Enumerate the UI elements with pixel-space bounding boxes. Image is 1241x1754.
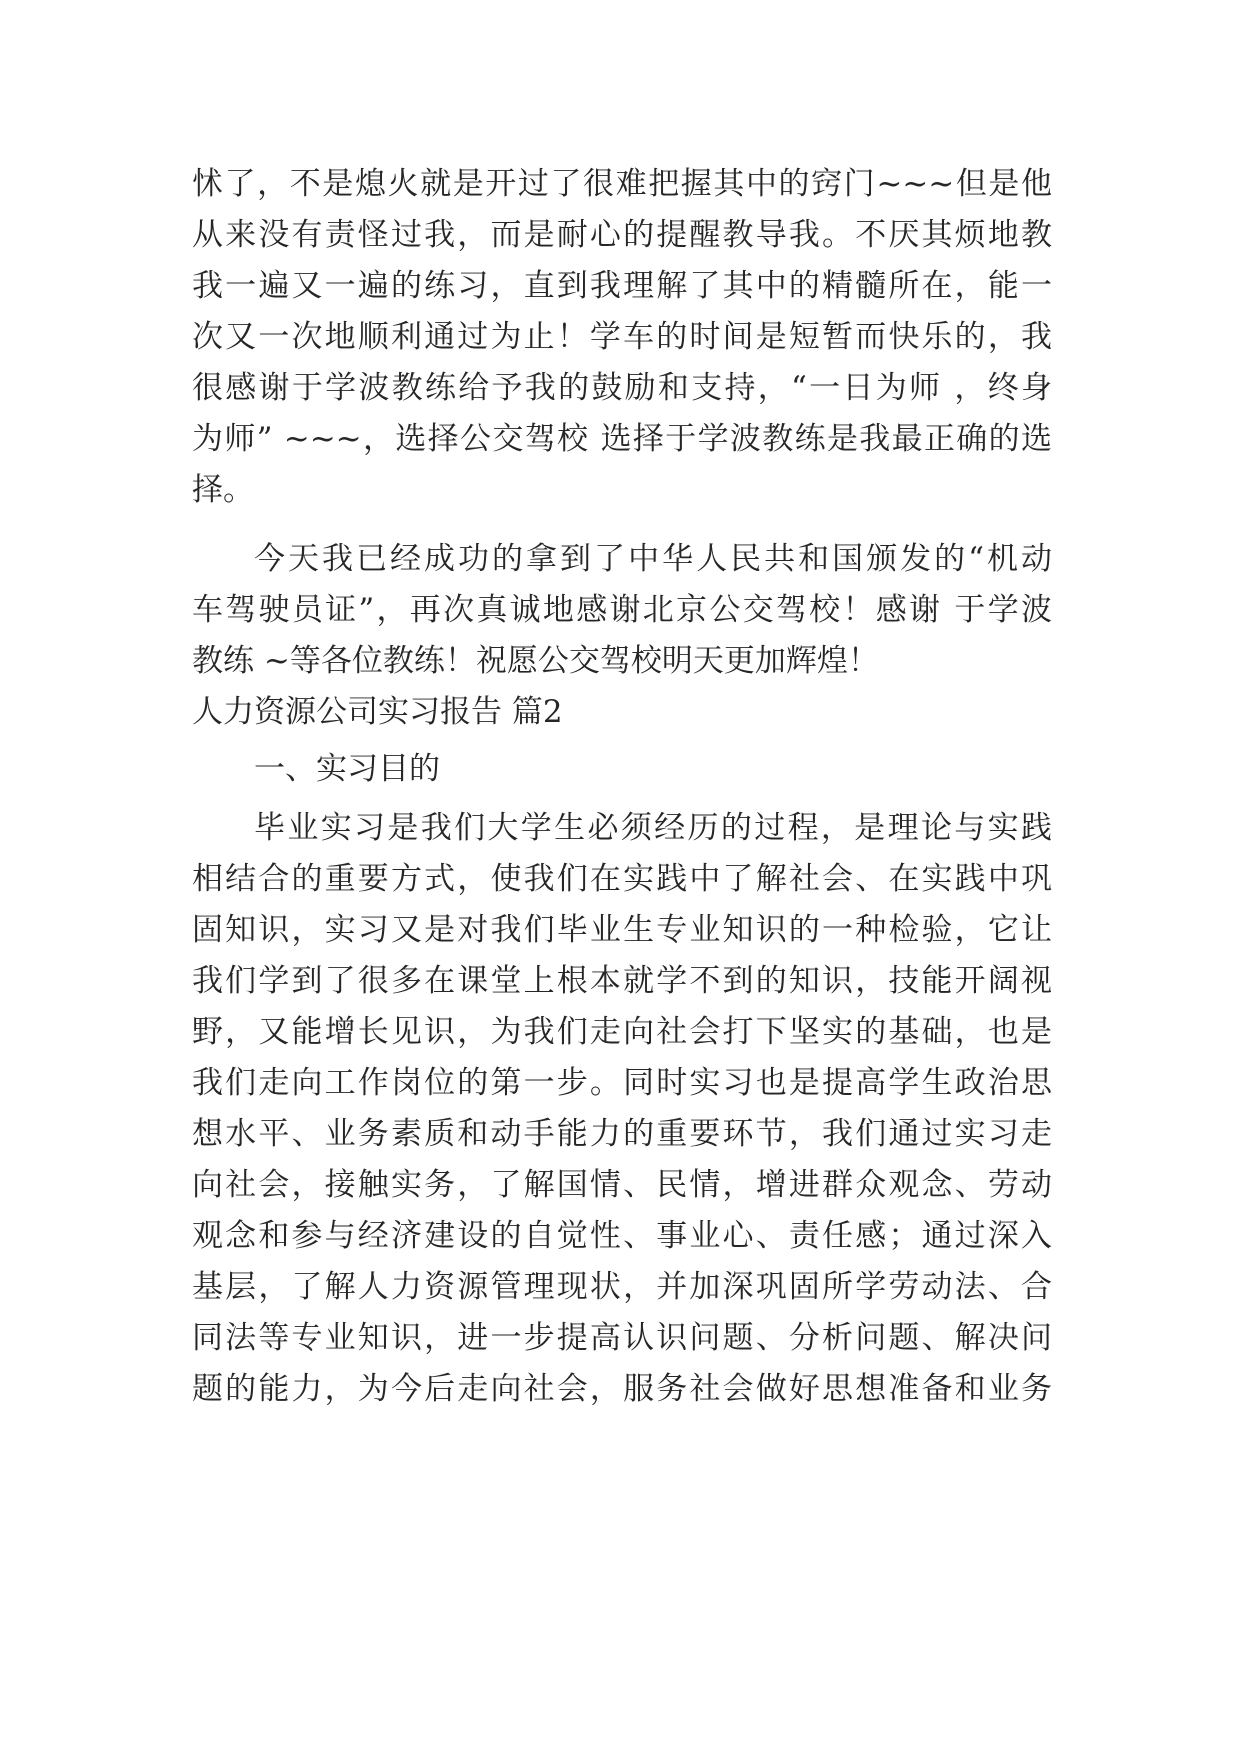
paragraph-3 — [192, 803, 1052, 1415]
paragraph-line: 车驾驶员证”，再次真诚地感谢北京公交驾校！感谢 于学波 — [192, 592, 1052, 628]
paragraph-2 — [192, 534, 1052, 687]
paragraph-line: 我们学到了很多在课堂上根本就学不到的知识，技能开阔视 — [192, 963, 1052, 999]
paragraph-line: 教练 ~等各位教练！祝愿公交驾校明天更加辉煌！ — [192, 643, 879, 679]
document-body — [192, 159, 1052, 1415]
paragraph-line: 怵了，不是熄火就是开过了很难把握其中的窍门~~~但是他 — [192, 166, 1052, 202]
paragraph-line: 毕业实习是我们大学生必须经历的过程，是理论与实践 — [254, 810, 1052, 846]
paragraph-line: 想水平、业务素质和动手能力的重要环节，我们通过实习走 — [192, 1116, 1052, 1152]
paragraph-line: 同法等专业知识，进一步提高认识问题、分析问题、解决问 — [192, 1320, 1052, 1356]
paragraph-line: 为师” ~~~，选择公交驾校 选择于学波教练是我最正确的选 — [192, 421, 1052, 457]
subheading: 一、实习目的 — [254, 751, 440, 787]
paragraph-line: 野，又能增长见识，为我们走向社会打下坚实的基础，也是 — [192, 1014, 1052, 1050]
paragraph-line: 向社会，接触实务，了解国情、民情，增进群众观念、劳动 — [192, 1167, 1052, 1203]
paragraph-line: 我一遍又一遍的练习，直到我理解了其中的精髓所在，能一 — [192, 268, 1052, 304]
paragraph-1 — [192, 159, 1052, 516]
paragraph-line: 观念和参与经济建设的自觉性、事业心、责任感；通过深入 — [192, 1218, 1052, 1254]
paragraph-line: 相结合的重要方式，使我们在实践中了解社会、在实践中巩 — [192, 861, 1052, 897]
paragraph-line: 次又一次地顺利通过为止！学车的时间是短暂而快乐的，我 — [192, 319, 1052, 355]
paragraph-line: 今天我已经成功的拿到了中华人民共和国颁发的“机动 — [254, 541, 1052, 577]
paragraph-line: 固知识，实习又是对我们毕业生专业知识的一种检验，它让 — [192, 912, 1052, 948]
paragraph-line: 很感谢于学波教练给予我的鼓励和支持，“一日为师 ，终身 — [192, 370, 1052, 406]
paragraph-line: 从来没有责怪过我，而是耐心的提醒教导我。不厌其烦地教 — [192, 217, 1052, 253]
section-title: 人力资源公司实习报告 篇2 — [192, 694, 563, 730]
paragraph-line: 我们走向工作岗位的第一步。同时实习也是提高学生政治思 — [192, 1065, 1052, 1101]
paragraph-line: 题的能力，为今后走向社会，服务社会做好思想准备和业务 — [192, 1371, 1052, 1407]
paragraph-line: 基层，了解人力资源管理现状，并加深巩固所学劳动法、合 — [192, 1269, 1052, 1305]
paragraph-line: 择。 — [192, 472, 254, 508]
